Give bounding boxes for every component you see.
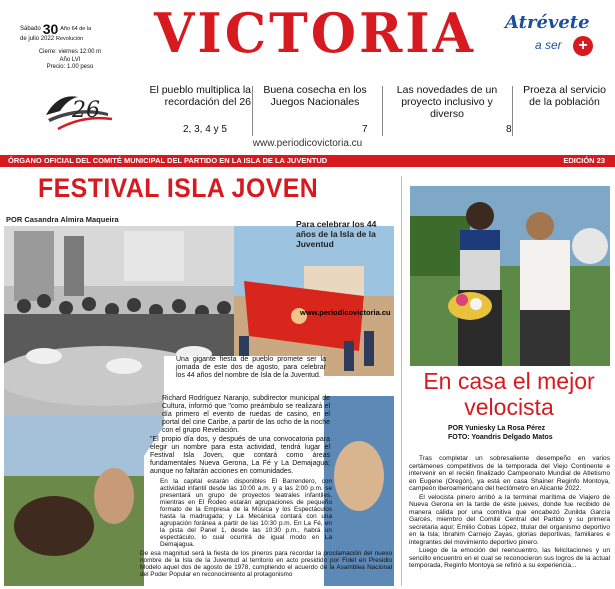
right-body bbox=[409, 455, 610, 571]
main-paragraph-4: En la capital estarán disponibles El Barrendero, con actividad infantil desde las 10:00 a.m. y a las 2:00 p.m. se presentará un grupo de proyectos teatrales infantiles, mientras en El Rodeo estarán agrupaciones de pequeño formato de la Empresa de la Música y los Espectáculos hasta la madrugada; y La Mecánica contará con una agrupación foránea a partir de las 10:30 p.m. En La Fé, en la pista del Panel 1, desde las 10:30 p.m., habrá un espectáculo, lo cual ocurrirá de igual modo en La Demajagua. bbox=[160, 478, 332, 548]
divider bbox=[382, 86, 383, 136]
masthead-date-block bbox=[20, 22, 120, 72]
main-photo-caption: Para celebrar los 44 años de la Isla de la Juventud bbox=[296, 219, 377, 249]
teaser-4[interactable] bbox=[517, 84, 612, 136]
teaser-2-title: Buena cosecha en los Juegos Nacionales bbox=[263, 84, 367, 108]
right-byline bbox=[448, 424, 553, 442]
teaser-2[interactable] bbox=[256, 84, 374, 136]
banner-organ-text: ÓRGANO OFICIAL DEL COMITÉ MUNICIPAL DEL PARTIDO EN LA ISLA DE LA JUVENTUD bbox=[8, 156, 328, 165]
teaser-3[interactable] bbox=[388, 84, 512, 136]
teaser-3-pages: 8 bbox=[506, 124, 512, 135]
teaser-1[interactable] bbox=[121, 84, 251, 136]
revolution-label: Revolución bbox=[56, 36, 84, 42]
teaser-1-title: El pueblo multiplica la recordación del 26 bbox=[149, 84, 251, 108]
atrevete-logo bbox=[505, 12, 605, 70]
cierre-label: Cierre: viernes 12:00 m bbox=[38, 49, 102, 55]
teaser-4-title: Proeza al servicio de la población bbox=[523, 84, 606, 108]
right-paragraph-3: Luego de la emoción del reencuentro, las felicitaciones y un sencillo encuentro en el cual se reconocieron sus logros de la actual temporada, Reginfo Montoya se refirió a su experiencia... bbox=[409, 547, 610, 569]
price-label: Precio: 1.00 peso bbox=[46, 64, 94, 70]
right-photo-credit: FOTO: Yoandris Delgado Matos bbox=[448, 434, 553, 441]
banner-edition: EDICIÓN 23 bbox=[563, 156, 605, 165]
divider bbox=[512, 86, 513, 136]
plus-icon: + bbox=[573, 36, 593, 56]
right-author: POR Yuniesky La Rosa Pérez bbox=[448, 425, 546, 432]
main-paragraph-2: Richard Rodríguez Naranjo, subdirector municipal de Cultura, informó que "como preámbulo se realizará el día primero el evento de ruedas de casino, en el portal del cine Caribe, a partir de las ocho de la noche con el grupo Revelación. bbox=[162, 395, 330, 434]
teaser-2-pages: 7 bbox=[362, 124, 368, 135]
year-line: Año 64 de la bbox=[60, 25, 92, 32]
main-byline: POR Casandra Almira Maqueira bbox=[6, 215, 119, 224]
velocista-photo bbox=[410, 186, 610, 366]
right-paragraph-1: Tras completar un sobresaliente desempeño en varios certámenes competitivos de la temporada del Viejo Continente e intervenir en el recién finalizado Campeonato Mundial de Atletismo en Eugene (Oregón), ya está en casa Shainer Reginfo Montoya, campeón iberoamericano del hectómetro en Alicante 2022. bbox=[409, 455, 610, 492]
slogan-line-1: Atrévete bbox=[505, 12, 590, 33]
issue-year: Año LVI bbox=[59, 56, 81, 63]
weekday: Sábado bbox=[20, 25, 41, 32]
column-rule bbox=[401, 176, 402, 586]
main-paragraph-3: "El propio día dos, y después de una convocatoria para elegir un nombre para esta actividad, tendrá lugar el Festival Isla Joven, que contará como áreas fundamentales Nueva Gerona, La Fé y La Demajagua; aunque no faltarán acciones en comunidades. bbox=[150, 436, 330, 475]
main-paragraph-1: Una gigante fiesta de pueblo promete ser la jornada de este dos de agosto, para celebrar los 44 años del nombre de Isla de la Juventud. bbox=[176, 356, 326, 379]
teaser-1-pages: 2, 3, 4 y 5 bbox=[183, 124, 227, 135]
main-headline: FESTIVAL ISLA JOVEN bbox=[38, 173, 319, 203]
site-url[interactable]: www.periodicovictoria.cu bbox=[252, 138, 363, 149]
main-link[interactable]: www.periodicovictoria.cu bbox=[300, 308, 391, 317]
masthead-title: VICTORIA bbox=[154, 1, 476, 66]
anniversary-26-logo bbox=[38, 85, 118, 135]
right-paragraph-2: El velocista pinero arribó a la terminal marítima de Viajero de Nueva Gerona en la tarde de este jueves, donde fue recibido de manera cálida por una comitiva que encabezó Zunilda García Garcés, miembro del Comité Central del Partido y su primera secretaria aquí; Emilio Cobas López, titular del organismo deportivo en la Isla; Ibrahim Carnejo Zayas, glorias deportivas, familiares e integrantes del movimiento deportivo pinero. bbox=[409, 493, 610, 546]
teaser-3-title: Las novedades de un proyecto inclusivo y diverso bbox=[396, 84, 498, 120]
main-paragraph-5: De esa magnitud será la fiesta de los pineros para recordar la proclamación del nuevo nombre de la Isla de la Juventud al territorio en acto presidido por Fidel en Presidio Modelo aquel dos de agosto de 1978, cumpliendo el acuerdo de la Asamblea Nacional del Poder Popular en reconocimiento al protagonismo bbox=[140, 550, 392, 578]
slogan-line-2: a ser bbox=[535, 38, 562, 52]
banner-bar bbox=[0, 155, 615, 167]
right-headline: En casa el mejor velocista bbox=[423, 368, 595, 420]
divider bbox=[252, 86, 253, 136]
month-year: de julio 2022 bbox=[20, 36, 55, 42]
svg-text:26: 26 bbox=[72, 98, 100, 123]
day-number: 30 bbox=[42, 21, 59, 37]
